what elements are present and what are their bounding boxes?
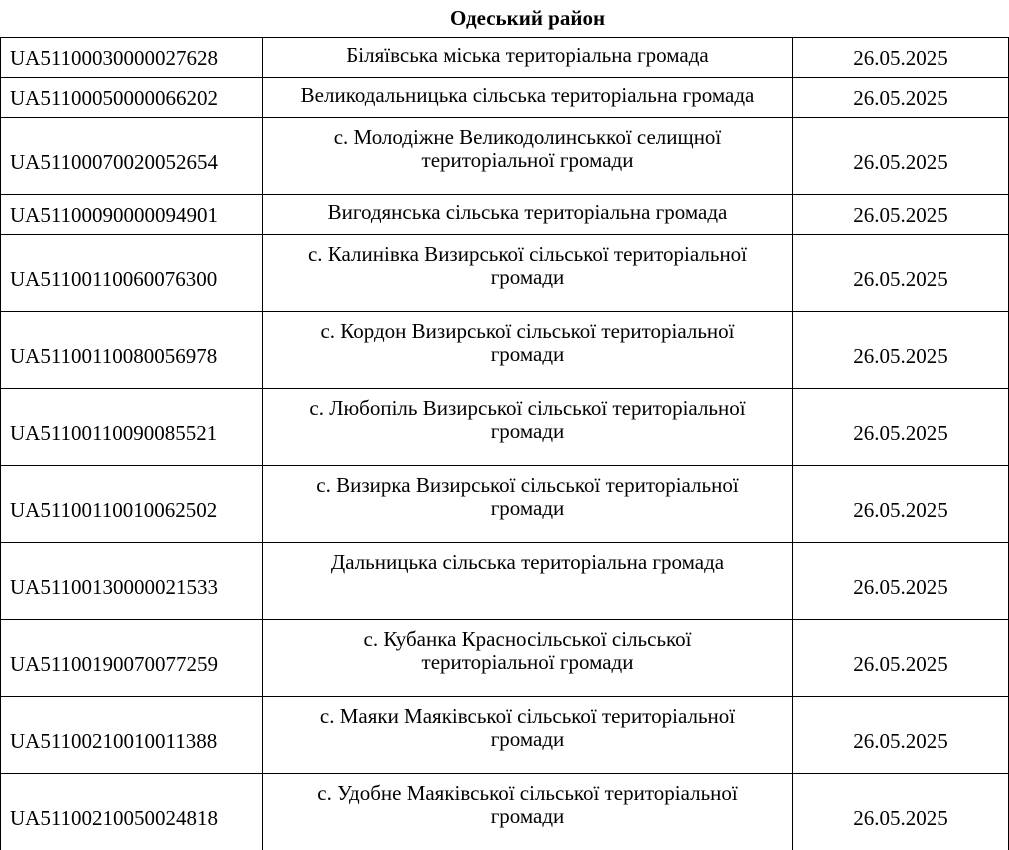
code-cell: UA51100110060076300 — [1, 235, 263, 312]
date-cell: 26.05.2025 — [793, 774, 1009, 850]
name-cell: Біляївська міська територіальна громада — [263, 38, 793, 78]
table-header-row — [1, 0, 1009, 38]
date-cell: 26.05.2025 — [793, 78, 1009, 118]
name-cell: с. Маяки Маяківської сільської територіальної громади — [263, 697, 793, 774]
table-row — [1, 697, 1009, 774]
table-row — [1, 118, 1009, 195]
date-cell: 26.05.2025 — [793, 235, 1009, 312]
date-cell: 26.05.2025 — [793, 38, 1009, 78]
table-row — [1, 466, 1009, 543]
date-cell: 26.05.2025 — [793, 389, 1009, 466]
table-row — [1, 38, 1009, 78]
date-cell: 26.05.2025 — [793, 466, 1009, 543]
code-cell: UA51100110010062502 — [1, 466, 263, 543]
code-cell: UA51100110090085521 — [1, 389, 263, 466]
code-cell: UA51100130000021533 — [1, 543, 263, 620]
table-row — [1, 312, 1009, 389]
code-cell: UA51100070020052654 — [1, 118, 263, 195]
name-cell: с. Кубанка Красносільської сільської територіальної громади — [263, 620, 793, 697]
code-cell: UA51100050000066202 — [1, 78, 263, 118]
date-cell: 26.05.2025 — [793, 697, 1009, 774]
table-row — [1, 78, 1009, 118]
name-cell: с. Визирка Визирської сільської територіальної громади — [263, 466, 793, 543]
district-title: Одеський район — [263, 0, 793, 38]
name-cell: с. Молодіжне Великодолинськкої селищної територіальної громади — [263, 118, 793, 195]
table-row — [1, 620, 1009, 697]
code-cell: UA51100030000027628 — [1, 38, 263, 78]
code-cell: UA51100210050024818 — [1, 774, 263, 850]
table-row — [1, 235, 1009, 312]
table-row — [1, 774, 1009, 850]
code-cell: UA51100110080056978 — [1, 312, 263, 389]
code-cell: UA51100090000094901 — [1, 195, 263, 235]
table-row — [1, 195, 1009, 235]
code-cell: UA51100190070077259 — [1, 620, 263, 697]
name-cell: с. Калинівка Визирської сільської територіальної громади — [263, 235, 793, 312]
name-cell: Вигодянська сільська територіальна громада — [263, 195, 793, 235]
name-cell: с. Кордон Визирської сільської територіальної громади — [263, 312, 793, 389]
code-cell: UA51100210010011388 — [1, 697, 263, 774]
date-cell: 26.05.2025 — [793, 543, 1009, 620]
table-row — [1, 389, 1009, 466]
name-cell: с. Любопіль Визирської сільської територіальної громади — [263, 389, 793, 466]
date-cell: 26.05.2025 — [793, 195, 1009, 235]
name-cell: Великодальницька сільська територіальна громада — [263, 78, 793, 118]
table-row — [1, 543, 1009, 620]
date-cell: 26.05.2025 — [793, 118, 1009, 195]
date-cell: 26.05.2025 — [793, 312, 1009, 389]
name-cell: Дальницька сільська територіальна громада — [263, 543, 793, 620]
name-cell: с. Удобне Маяківської сільської територіальної громади — [263, 774, 793, 850]
date-cell: 26.05.2025 — [793, 620, 1009, 697]
